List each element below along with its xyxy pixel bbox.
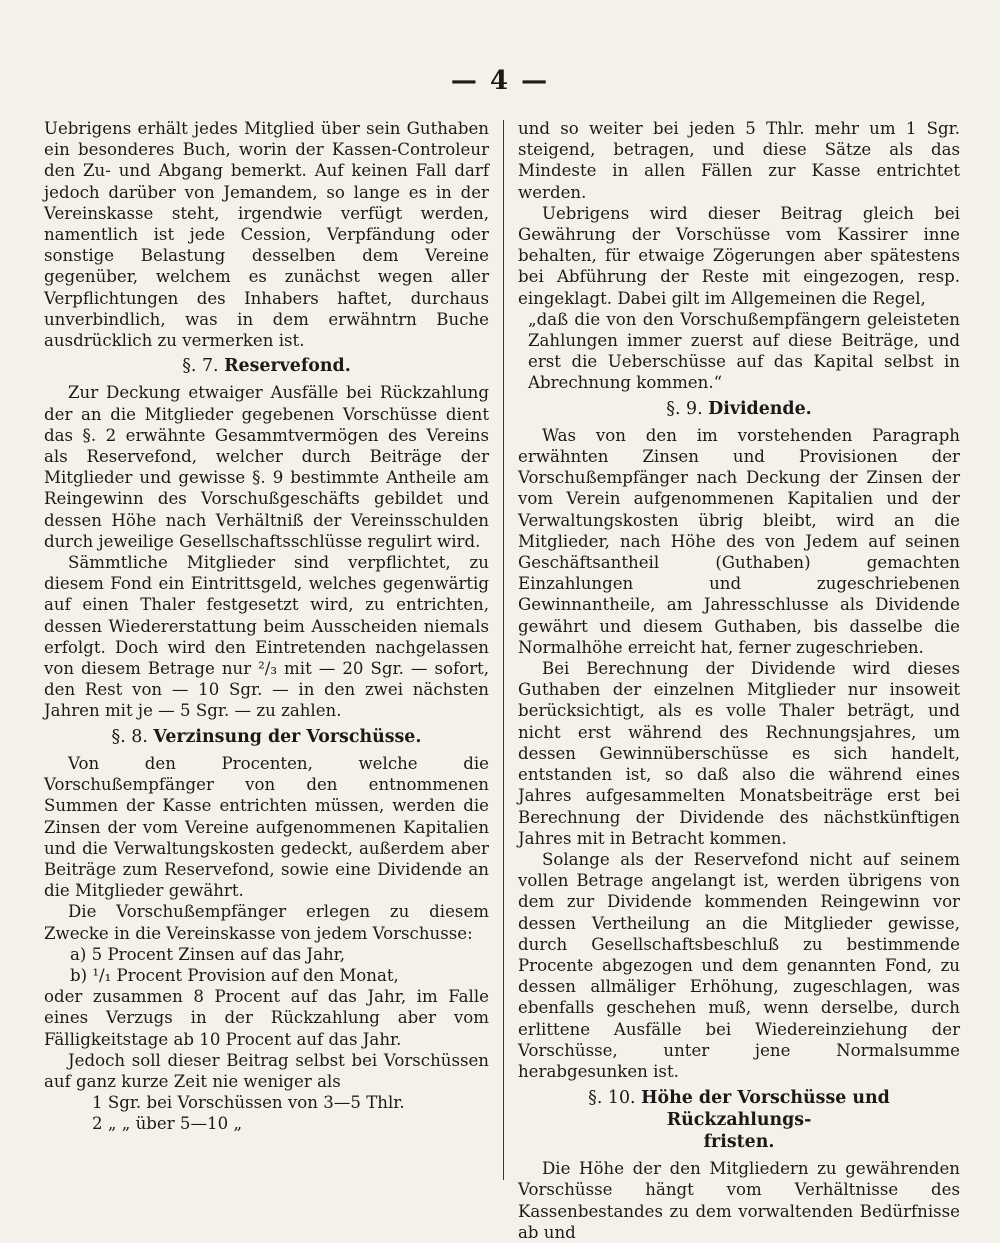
section-8-item-b: b) ¹/₁ Procent Provision auf den Monat, — [70, 965, 399, 985]
section-8-title: Verzinsung der Vorschüsse. — [153, 726, 422, 747]
page-number: — 4 — — [450, 66, 550, 96]
section-9-paragraph-1: Was von den im vorstehenden Paragraph erwähnten Zinsen und Provisionen der Vorschußempfänger nach Deckung der Zinsen der vom Verein aufgenommenen Kapitalien und der Verwaltungskosten übrig bleibt, wird an die Mitglieder, nach Höhe des von Jedem auf seinen Geschäftsantheil (Guthaben) gemachten Einzahlungen und zugeschriebenen Gewinnantheile, am Jahresschlusse als Dividende gewährt und diesem Guthaben, bis dasselbe die Normalhöhe erreicht hat, ferner zugeschrieben. — [518, 425, 960, 657]
section-9-number: §. 9. — [666, 398, 703, 419]
section-9-title: Dividende. — [708, 398, 812, 419]
retention-paragraph: Uebrigens wird dieser Beitrag gleich bei Gewährung der Vorschüsse vom Kassirer inne behalten, für etwaige Zögerungen aber spätestens bei Abführung der Reste mit eingezogen, resp. eingeklagt. Dabei gilt im Allgemeinen die Regel, — [518, 203, 960, 308]
section-8-rate-line-2: 2 „ „ über 5—10 „ — [92, 1114, 243, 1134]
section-7-number: §. 7. — [182, 356, 219, 377]
section-7-title: Reservefond. — [224, 356, 351, 377]
section-8-paragraph-1: Von den Procenten, welche die Vorschußempfänger von den entnommenen Summen der Kasse entrichten müssen, werden die Zinsen der vom Vereine aufgenommenen Kapitalien und die Verwaltungskosten gedeckt, außerdem aber Beiträge zum Reservefond, sowie eine Dividende an die Mitglieder gewährt. — [44, 753, 489, 901]
continuation-paragraph: und so weiter bei jeden 5 Thlr. mehr um 1 Sgr. steigend, betragen, und diese Sätze als das Mindeste in allen Fällen zur Kasse entrichtet werden. — [518, 119, 960, 202]
section-7-heading — [44, 356, 489, 377]
section-9-paragraph-3: Solange als der Reservefond nicht auf seinem vollen Betrage angelangt ist, werden übrigens von dem zur Dividende kommenden Reingewinn vor dessen Vertheilung an die Mitglieder gewisse, durch Gesellschaftsbeschluß zu bestimmende Procente abgezogen und dem genannten Fond, zu dessen allmäliger Erhöhung, zugeschlagen, was ebenfalls geschehen muß, wenn derselbe, durch erlittene Ausfälle bei Wiedereinziehung der Vorschüsse, unter jene Normalsumme herabgesunken ist. — [518, 849, 960, 1081]
rule-quote: „daß die von den Vorschußempfängern geleisteten Zahlungen immer zuerst auf diese Beiträge, und erst die Ueberschüsse auf das Kapital selbst in Abrechnung kommen.“ — [528, 309, 960, 393]
section-10-number: §. 10. — [588, 1088, 636, 1109]
section-7-paragraph-2: Sämmtliche Mitglieder sind verpflichtet, zu diesem Fond ein Eintrittsgeld, welches gegenwärtig auf einen Thaler festgesetzt wird, zu entrichten, dessen Wiedererstattung beim Ausscheiden niemals erfolgt. Doch wird den Eintretenden nachgelassen von diesem Betrage nur ²/₃ mit — 20 Sgr. — sofort, den Rest von — 10 Sgr. — in den zwei nächsten Jahren mit je — 5 Sgr. — zu zahlen. — [44, 553, 489, 721]
section-10-paragraph-1: Die Höhe der den Mitgliedern zu gewährenden Vorschüsse hängt vom Verhältnisse des Kassenbestandes zu dem vorwaltenden Bedürfnisse ab und — [518, 1159, 960, 1242]
section-8-paragraph-3: oder zusammen 8 Procent auf das Jahr, im Falle eines Verzugs in der Rückzahlung aber vom Fälligkeitstage ab 10 Procent auf das Jahr. — [44, 987, 489, 1049]
section-8-number: §. 8. — [111, 726, 148, 747]
section-8-rate-line-1: 1 Sgr. bei Vorschüssen von 3—5 Thlr. — [92, 1093, 405, 1113]
right-column — [518, 118, 960, 1243]
section-10-title-line-1: Höhe der Vorschüsse und Rückzahlungs- — [641, 1088, 890, 1131]
section-10-heading — [518, 1087, 960, 1153]
section-9-heading — [518, 399, 960, 420]
section-10-title-line-2: fristen. — [703, 1132, 775, 1153]
section-8-paragraph-2: Die Vorschußempfänger erlegen zu diesem Zwecke in die Vereinskasse von jedem Vorschusse: — [44, 902, 489, 943]
section-8-item-a: a) 5 Procent Zinsen auf das Jahr, — [70, 944, 346, 964]
section-8-heading — [44, 727, 489, 748]
section-7-paragraph-1: Zur Deckung etwaiger Ausfälle bei Rückzahlung der an die Mitglieder gegebenen Vorschüsse dient das §. 2 erwähnte Gesammtvermögen des Vereins als Reservefond, welcher durch Beiträge der Mitglieder und gewisse §. 9 bestimmte Antheile am Reingewinn des Vorschußgeschäfts gebildet und dessen Höhe nach Verhältniß der Vereinsschulden durch jeweilige Gesellschaftsschlüsse regulirt wird. — [44, 383, 489, 551]
intro-paragraph: Uebrigens erhält jedes Mitglied über sein Guthaben ein besonderes Buch, worin der Kassen-Controleur den Zu- und Abgang bemerkt. Auf keinen Fall darf jedoch darüber von Jemandem, so lange es in der Vereinskasse steht, irgendwie verfügt werden, namentlich ist jede Cession, Verpfändung oder sonstige Belastung desselben dem Vereine gegenüber, welchem es zunächst wegen aller Verpflichtungen des Inhabers haftet, durchaus unverbindlich, was in dem erwähntrn Buche ausdrücklich zu vermerken ist. — [44, 119, 489, 351]
column-divider — [503, 120, 504, 1180]
section-8-paragraph-4: Jedoch soll dieser Beitrag selbst bei Vorschüssen auf ganz kurze Zeit nie weniger als — [44, 1050, 489, 1091]
left-column — [44, 118, 489, 1135]
section-9-paragraph-2: Bei Berechnung der Dividende wird dieses Guthaben der einzelnen Mitglieder nur insoweit berücksichtigt, als es volle Thaler beträgt, und nicht erst während des Rechnungsjahres, um dessen Gewinnüberschüsse es sich handelt, entstanden ist, so daß also die während eines Jahres aufgesammelten Monatsbeiträge erst bei Berechnung der Dividende des nächstkünftigen Jahres mit in Betracht kommen. — [518, 659, 960, 848]
